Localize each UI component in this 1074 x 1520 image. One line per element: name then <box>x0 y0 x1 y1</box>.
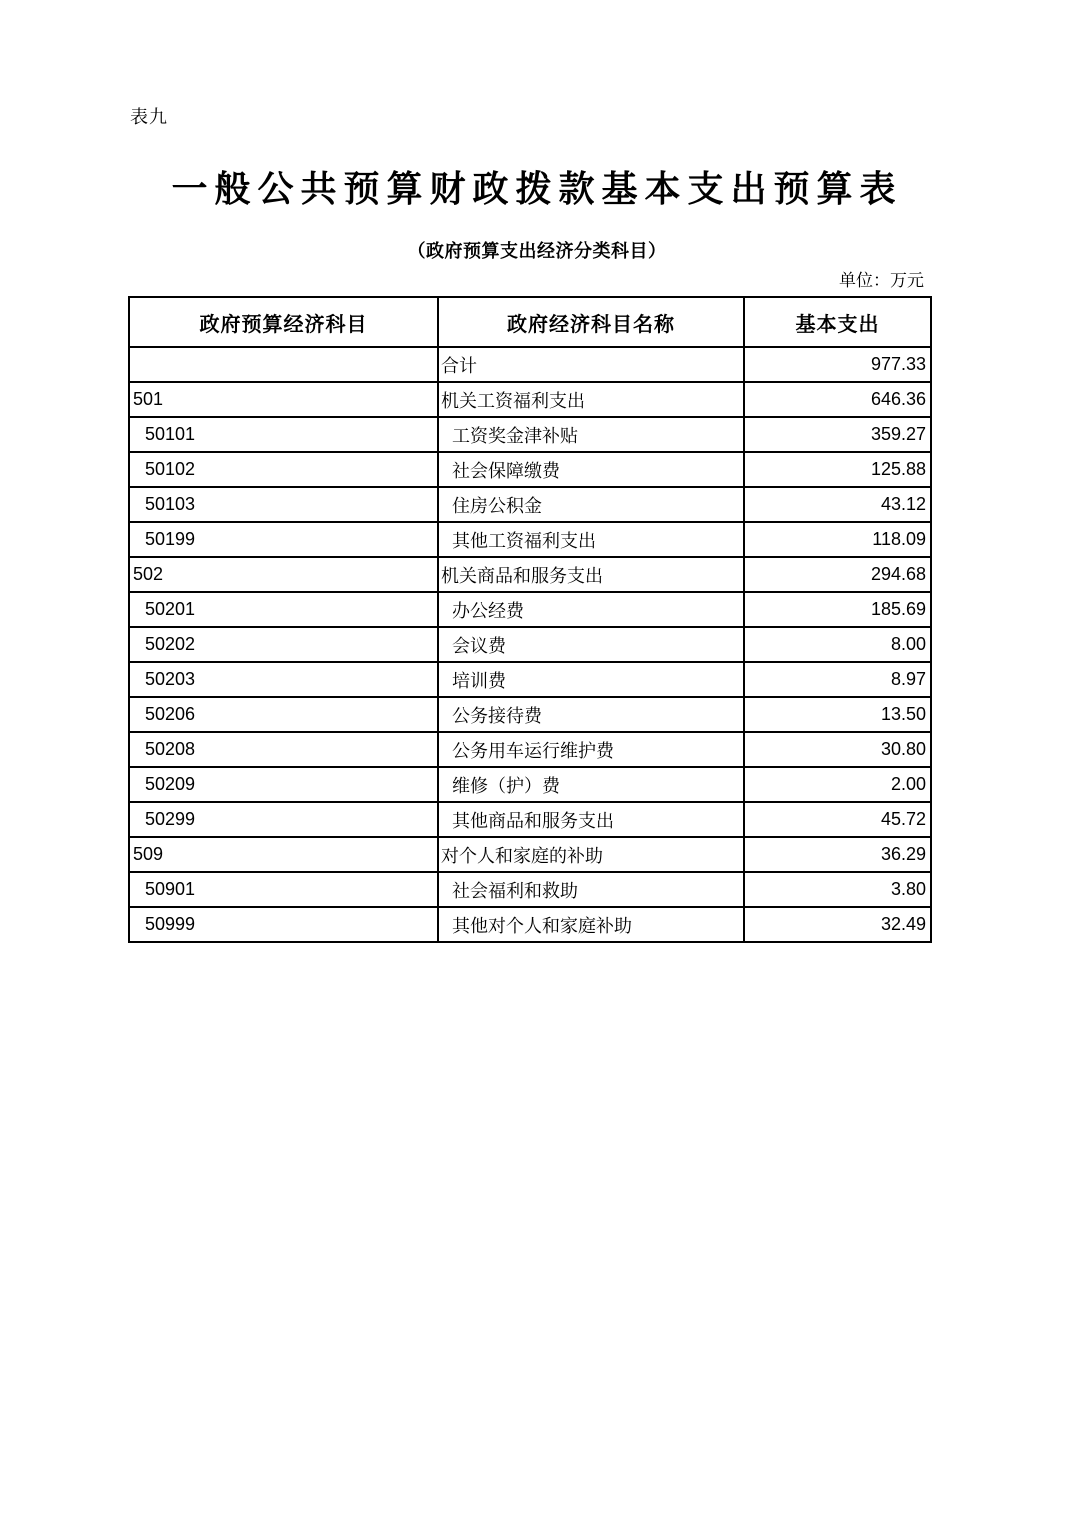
code-cell: 50101 <box>129 417 438 452</box>
code-cell: 50208 <box>129 732 438 767</box>
table-row <box>129 697 931 732</box>
name-cell: 办公经费 <box>438 592 744 627</box>
value-cell: 8.00 <box>744 627 931 662</box>
table-number-label: 表九 <box>130 107 168 127</box>
code-cell: 50901 <box>129 872 438 907</box>
table-row <box>129 347 931 382</box>
value-cell: 8.97 <box>744 662 931 697</box>
name-cell: 机关商品和服务支出 <box>438 557 744 592</box>
table-row <box>129 872 931 907</box>
code-cell <box>129 347 438 382</box>
value-cell: 646.36 <box>744 382 931 417</box>
value-cell: 118.09 <box>744 522 931 557</box>
column-header-name: 政府经济科目名称 <box>438 297 744 347</box>
name-cell: 公务接待费 <box>438 697 744 732</box>
code-cell: 50103 <box>129 487 438 522</box>
value-cell: 359.27 <box>744 417 931 452</box>
value-cell: 294.68 <box>744 557 931 592</box>
code-cell: 50999 <box>129 907 438 942</box>
value-cell: 36.29 <box>744 837 931 872</box>
name-cell: 合计 <box>438 347 744 382</box>
value-cell: 45.72 <box>744 802 931 837</box>
name-cell: 对个人和家庭的补助 <box>438 837 744 872</box>
name-cell: 维修（护）费 <box>438 767 744 802</box>
table-row <box>129 557 931 592</box>
value-cell: 125.88 <box>744 452 931 487</box>
table-row <box>129 592 931 627</box>
name-cell: 其他对个人和家庭补助 <box>438 907 744 942</box>
column-header-code: 政府预算经济科目 <box>129 297 438 347</box>
table-body <box>129 347 931 942</box>
table-row <box>129 837 931 872</box>
name-cell: 其他工资福利支出 <box>438 522 744 557</box>
code-cell: 50202 <box>129 627 438 662</box>
code-cell: 50299 <box>129 802 438 837</box>
page-title: 一般公共预算财政拨款基本支出预算表 <box>171 168 903 209</box>
table-row <box>129 487 931 522</box>
name-cell: 机关工资福利支出 <box>438 382 744 417</box>
name-cell: 社会福利和救助 <box>438 872 744 907</box>
table-row <box>129 417 931 452</box>
code-cell: 501 <box>129 382 438 417</box>
value-cell: 43.12 <box>744 487 931 522</box>
value-cell: 977.33 <box>744 347 931 382</box>
unit-label: 单位：万元 <box>839 271 924 290</box>
table-row <box>129 627 931 662</box>
code-cell: 50199 <box>129 522 438 557</box>
name-cell: 培训费 <box>438 662 744 697</box>
table-row <box>129 522 931 557</box>
column-header-value: 基本支出 <box>744 297 931 347</box>
value-cell: 2.00 <box>744 767 931 802</box>
table-row <box>129 732 931 767</box>
name-cell: 会议费 <box>438 627 744 662</box>
page-subtitle: （政府预算支出经济分类科目） <box>407 241 667 261</box>
value-cell: 185.69 <box>744 592 931 627</box>
table-row <box>129 767 931 802</box>
name-cell: 其他商品和服务支出 <box>438 802 744 837</box>
name-cell: 住房公积金 <box>438 487 744 522</box>
code-cell: 50206 <box>129 697 438 732</box>
value-cell: 32.49 <box>744 907 931 942</box>
table-row <box>129 662 931 697</box>
code-cell: 50203 <box>129 662 438 697</box>
code-cell: 50201 <box>129 592 438 627</box>
name-cell: 公务用车运行维护费 <box>438 732 744 767</box>
code-cell: 50102 <box>129 452 438 487</box>
name-cell: 社会保障缴费 <box>438 452 744 487</box>
budget-table <box>128 296 932 943</box>
code-cell: 50209 <box>129 767 438 802</box>
code-cell: 502 <box>129 557 438 592</box>
value-cell: 13.50 <box>744 697 931 732</box>
table-row <box>129 907 931 942</box>
table-row <box>129 802 931 837</box>
table-header-row <box>129 297 931 347</box>
code-cell: 509 <box>129 837 438 872</box>
table-row <box>129 452 931 487</box>
table-row <box>129 382 931 417</box>
value-cell: 3.80 <box>744 872 931 907</box>
name-cell: 工资奖金津补贴 <box>438 417 744 452</box>
value-cell: 30.80 <box>744 732 931 767</box>
